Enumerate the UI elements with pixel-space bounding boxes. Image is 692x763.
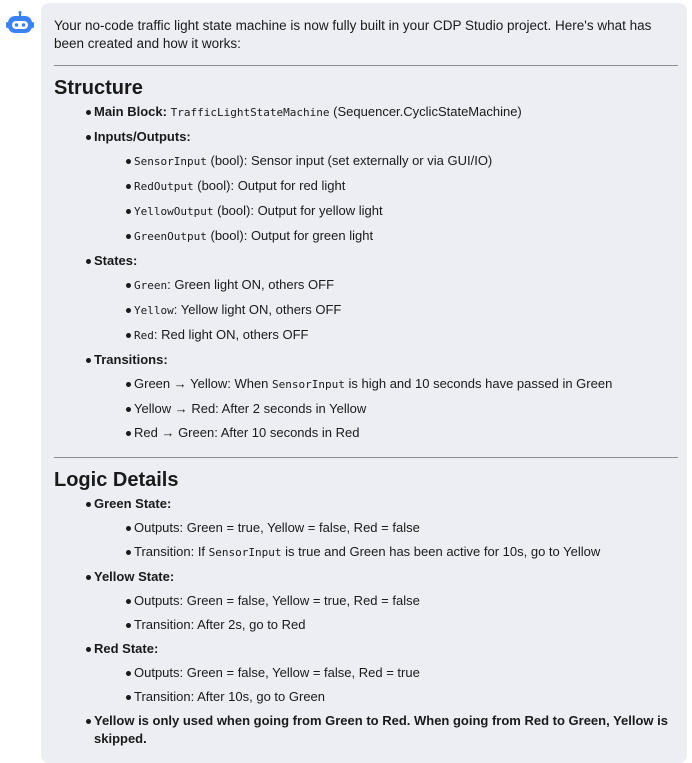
- state-code: Yellow: [134, 304, 174, 317]
- states-list: [94, 273, 677, 348]
- list-item: [54, 709, 677, 751]
- transition-text: Red → Green: After 10 seconds in Red: [134, 425, 360, 440]
- list-item: [94, 174, 677, 199]
- transition-text: Yellow → Red: After 2 seconds in Yellow: [134, 401, 367, 416]
- io-code: RedOutput: [134, 180, 194, 193]
- state-text: : Red light ON, others OFF: [153, 327, 309, 342]
- structure-list: [54, 100, 677, 445]
- transition-code: SensorInput: [208, 546, 282, 559]
- io-text: (bool): Sensor input (set externally or via GUI/IO): [210, 153, 493, 168]
- io-text: (bool): Output for yellow light: [217, 203, 383, 218]
- robot-icon: [6, 11, 34, 35]
- list-item: [94, 323, 677, 348]
- list-item: [54, 348, 677, 445]
- list-item: [94, 516, 677, 540]
- red-state-list: [94, 661, 677, 709]
- io-text: (bool): Output for red light: [197, 178, 346, 193]
- green-state-list: [94, 516, 677, 565]
- list-item: [94, 224, 677, 249]
- list-item: [94, 589, 677, 613]
- transition-text: Green → Yellow: When: [134, 376, 269, 391]
- state-text: : Yellow light ON, others OFF: [173, 302, 342, 317]
- list-item: [94, 613, 677, 637]
- list-item: [54, 637, 677, 709]
- yellow-state-list: [94, 589, 677, 637]
- transitions-list: [94, 372, 677, 445]
- assistant-avatar: [6, 11, 34, 35]
- main-block-code: TrafficLightStateMachine: [170, 106, 330, 119]
- list-item: [94, 421, 677, 445]
- structure-heading: Structure: [54, 77, 143, 99]
- outputs-text: Outputs: Green = false, Yellow = false, Red = true: [134, 665, 420, 680]
- list-item: [94, 540, 677, 565]
- green-state-label: Green State:: [94, 496, 172, 511]
- list-item: [94, 149, 677, 174]
- logic-heading: Logic Details: [54, 469, 179, 491]
- io-label: Inputs/Outputs:: [94, 129, 191, 144]
- list-item: [54, 125, 677, 249]
- divider: [54, 65, 678, 66]
- transition-text: is true and Green has been active for 10s, go to Yellow: [285, 544, 601, 559]
- state-text: : Green light ON, others OFF: [167, 277, 335, 292]
- red-state-label: Red State:: [94, 641, 159, 656]
- io-list: [94, 149, 677, 249]
- transition-text: Transition: After 10s, go to Green: [134, 689, 326, 704]
- assistant-message: [41, 3, 687, 763]
- main-block-rest: (Sequencer.CyclicStateMachine): [333, 104, 522, 119]
- list-item: [54, 100, 677, 125]
- list-item: [94, 372, 677, 397]
- list-item: [54, 249, 677, 348]
- divider: [54, 457, 678, 458]
- list-item: [94, 199, 677, 224]
- transition-text: Transition: After 2s, go to Red: [134, 617, 306, 632]
- outputs-text: Outputs: Green = true, Yellow = false, Red = false: [134, 520, 420, 535]
- main-block-label: Main Block:: [94, 104, 167, 119]
- outputs-text: Outputs: Green = false, Yellow = true, Red = false: [134, 593, 420, 608]
- list-item: [94, 685, 677, 709]
- transitions-label: Transitions:: [94, 352, 168, 367]
- yellow-note: Yellow is only used when going from Green to Red. When going from Red to Green, Yellow is skipped.: [94, 713, 668, 746]
- transition-text: is high and 10 seconds have passed in Green: [348, 376, 613, 391]
- list-item: [94, 273, 677, 298]
- states-label: States:: [94, 253, 138, 268]
- logic-list: [54, 492, 677, 751]
- state-code: Red: [134, 329, 154, 342]
- transition-code: SensorInput: [272, 378, 345, 391]
- io-code: SensorInput: [134, 155, 207, 168]
- io-code: GreenOutput: [134, 230, 207, 243]
- list-item: [94, 661, 677, 685]
- list-item: [54, 565, 677, 637]
- intro-text: Your no-code traffic light state machine is now fully built in your CDP Studio project. Here's what has been created and how it works:: [54, 18, 652, 51]
- transition-text: Transition: If: [134, 544, 206, 559]
- io-code: YellowOutput: [134, 205, 214, 218]
- list-item: [54, 492, 677, 565]
- yellow-state-label: Yellow State:: [94, 569, 175, 584]
- state-code: Green: [134, 279, 168, 292]
- list-item: [94, 298, 677, 323]
- io-text: (bool): Output for green light: [210, 228, 374, 243]
- list-item: [94, 397, 677, 421]
